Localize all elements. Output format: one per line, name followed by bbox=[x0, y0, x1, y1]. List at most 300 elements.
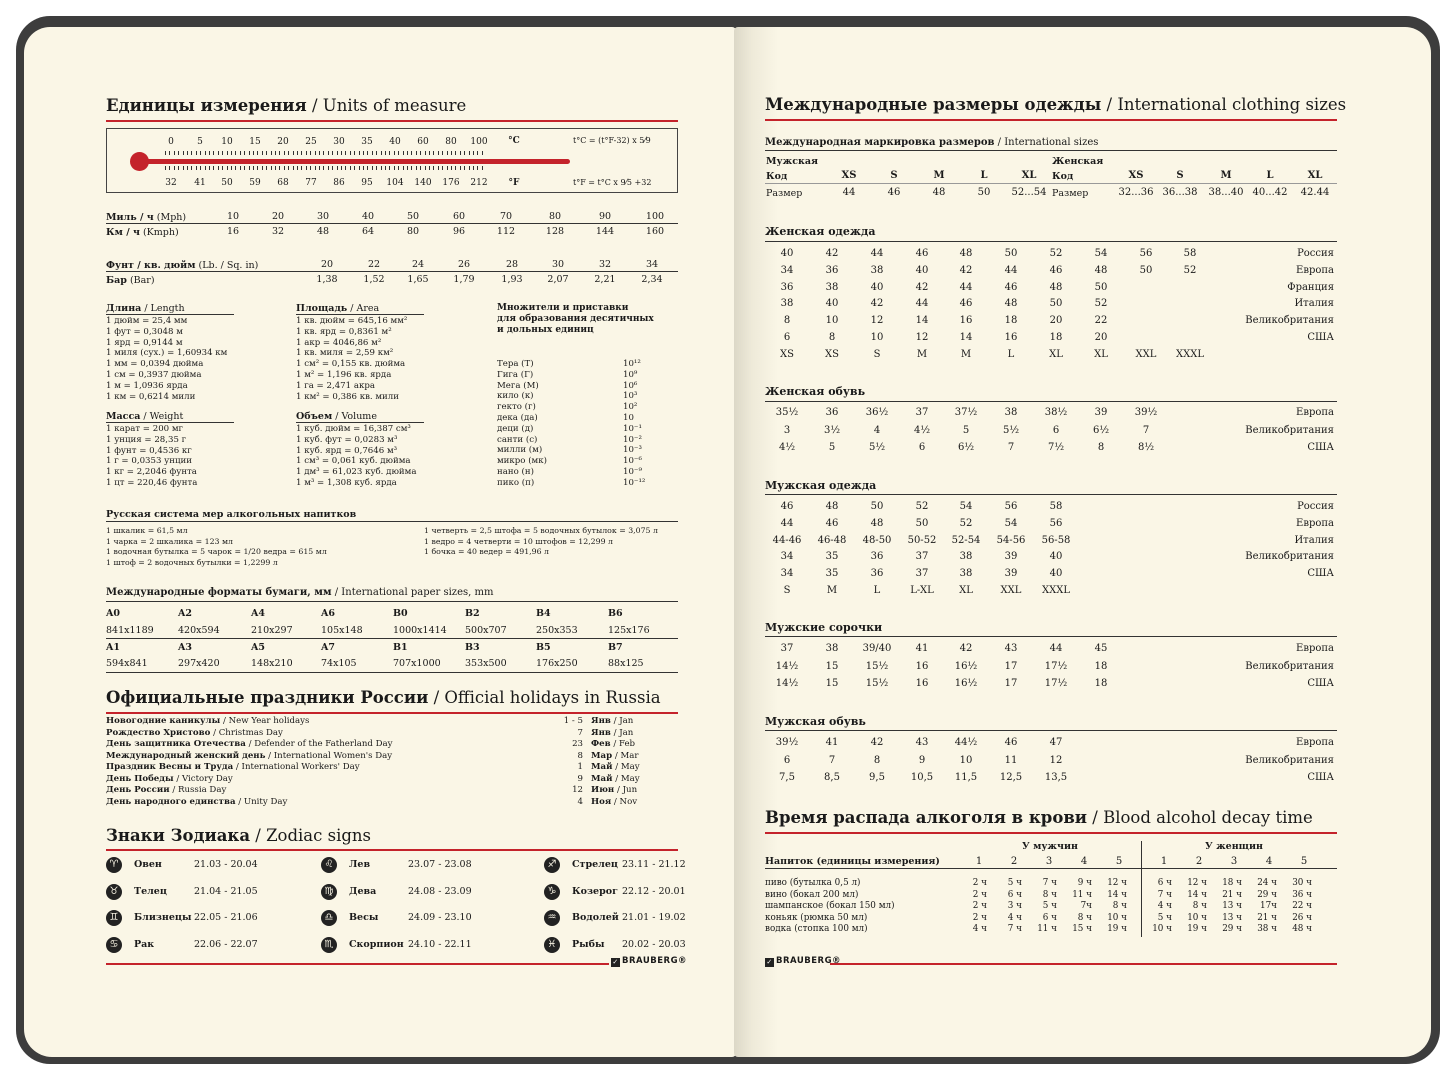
zodiac-name: Лев bbox=[349, 859, 371, 870]
alcohol-measure: 1 шкалик = 61,5 мл bbox=[106, 526, 188, 535]
decay-men-value: 15 ч bbox=[1072, 924, 1092, 935]
scale-tick bbox=[398, 151, 399, 155]
alcohol-decay-title-rule bbox=[765, 832, 1337, 834]
women-clothing-title-ru: Женская одежда bbox=[765, 225, 876, 238]
paper-size: 210x297 bbox=[251, 625, 293, 636]
scale-tick bbox=[394, 166, 395, 170]
mph-value: 20 bbox=[271, 211, 285, 222]
scale-tick bbox=[359, 166, 360, 170]
kmh-value: 80 bbox=[406, 226, 420, 237]
holiday-month-en: / Mar bbox=[612, 750, 639, 761]
decay-women-value: 8 ч bbox=[1192, 901, 1207, 912]
zodiac-dates: 22.06 - 22.07 bbox=[194, 938, 258, 950]
paper-size: 594x841 bbox=[106, 658, 148, 669]
scale-tick bbox=[398, 166, 399, 170]
female-size: 32...36 bbox=[1118, 187, 1154, 198]
scale-tick bbox=[279, 166, 280, 170]
decay-col-women: 2 bbox=[1195, 856, 1203, 867]
decay-men-value: 7 ч bbox=[1007, 924, 1022, 935]
scale-tick bbox=[407, 166, 408, 170]
zodiac-6-icon: ♍ bbox=[321, 884, 337, 900]
men-clothing-country: Великобритания bbox=[1245, 551, 1334, 563]
fahrenheit-tick: 32 bbox=[165, 178, 177, 188]
units-title-rule bbox=[106, 120, 678, 122]
mph-label-en: (Mph) bbox=[153, 212, 187, 223]
decay-men-value: 2 ч bbox=[972, 912, 987, 923]
men-shirts-cell: 17 bbox=[1004, 678, 1018, 690]
paper-title-en: / International paper sizes, mm bbox=[331, 587, 494, 598]
decay-men-value: 2 ч bbox=[972, 889, 987, 900]
scale-tick bbox=[222, 166, 223, 170]
holiday-month-en: / Feb bbox=[610, 739, 636, 749]
women-clothing-cell: 18 bbox=[1004, 315, 1018, 327]
mph-value: 90 bbox=[598, 211, 612, 222]
men-clothing-cell: 52-54 bbox=[951, 534, 981, 546]
holidays-title-rule bbox=[106, 712, 678, 714]
psi-label bbox=[106, 260, 258, 271]
decay-women-value: 13 ч bbox=[1222, 901, 1242, 912]
women-shoes-title-ru: Женская обувь bbox=[765, 385, 866, 398]
paper-size: 841x1189 bbox=[106, 625, 154, 636]
bar-value: 1,65 bbox=[407, 274, 429, 285]
women-clothing-cell: 22 bbox=[1094, 315, 1108, 327]
male-code: M bbox=[933, 170, 945, 181]
female-code: XS bbox=[1128, 170, 1144, 181]
scale-tick bbox=[196, 151, 197, 155]
holiday-ru: День России bbox=[106, 785, 170, 795]
scale-tick bbox=[257, 166, 258, 170]
men-clothing-cell: 44 bbox=[780, 517, 794, 529]
prefix-value: 10⁻⁹ bbox=[623, 467, 642, 477]
scale-tick bbox=[451, 166, 452, 170]
decay-women-value: 22 ч bbox=[1292, 901, 1312, 912]
holiday-en: / Christmas Day bbox=[210, 727, 283, 738]
paper-size: 250x353 bbox=[536, 625, 578, 636]
men-shirts-title-ru: Мужские сорочки bbox=[765, 621, 883, 634]
women-shoes-cell: 39 bbox=[1094, 407, 1108, 418]
zodiac-name: Стрелец bbox=[572, 859, 618, 870]
paper-size: 88x125 bbox=[608, 658, 644, 669]
men-shirts-cell: 16 bbox=[915, 660, 929, 672]
scale-tick bbox=[381, 166, 382, 170]
scale-tick bbox=[389, 151, 390, 155]
scale-tick bbox=[266, 151, 267, 155]
mph-value: 40 bbox=[361, 211, 375, 222]
holiday-en: / New Year holidays bbox=[220, 716, 310, 726]
decay-men-value: 8 ч bbox=[1077, 912, 1092, 923]
scale-tick bbox=[411, 166, 412, 170]
women-clothing-title bbox=[765, 225, 875, 238]
clothing-title-ru: Международные размеры одежды bbox=[765, 95, 1102, 114]
scale-tick bbox=[310, 151, 311, 155]
decay-women-value: 14 ч bbox=[1187, 889, 1207, 900]
scale-tick bbox=[464, 151, 465, 155]
holiday-month bbox=[591, 785, 637, 796]
women-clothing-country: Италия bbox=[1294, 298, 1334, 310]
women-shoes-cell: 4½ bbox=[778, 442, 796, 454]
units-title-en: / Units of measure bbox=[306, 96, 467, 115]
scale-tick bbox=[425, 151, 426, 155]
men-clothing-cell: 50 bbox=[870, 501, 884, 512]
holiday-ru: День Победы bbox=[106, 773, 174, 784]
paper-size: 297x420 bbox=[178, 658, 220, 669]
scale-tick bbox=[227, 151, 228, 155]
holiday-ru: День защитника Отечества bbox=[106, 739, 246, 749]
men-clothing-country: Россия bbox=[1297, 501, 1334, 512]
holidays-title bbox=[106, 688, 661, 707]
men-clothing-cell: 40 bbox=[1049, 551, 1063, 563]
scale-tick bbox=[315, 151, 316, 155]
volume-title-ru: Объем bbox=[296, 411, 333, 422]
prefix-value: 10⁻¹² bbox=[623, 477, 646, 488]
prefix-value: 10¹² bbox=[623, 359, 641, 369]
women-clothing-country: Европа bbox=[1296, 264, 1334, 276]
paper-size: 1000x1414 bbox=[393, 625, 447, 636]
scale-tick bbox=[411, 151, 412, 155]
intl-sizes-rule bbox=[765, 150, 1337, 151]
scale-tick bbox=[376, 151, 377, 155]
length-title-ru: Длина bbox=[106, 303, 142, 314]
celsius-tick: 80 bbox=[445, 137, 457, 147]
holiday-month-ru: Май bbox=[591, 773, 613, 784]
women-shoes-cell: 36½ bbox=[865, 407, 889, 418]
zodiac-4-icon: ♋ bbox=[106, 937, 122, 953]
scale-tick bbox=[385, 166, 386, 170]
scale-tick bbox=[469, 166, 470, 170]
men-clothing-cell: 35 bbox=[825, 568, 839, 580]
men-clothing-cell: 34 bbox=[780, 551, 794, 563]
area-rule bbox=[296, 314, 424, 315]
male-size: 52...54 bbox=[1011, 187, 1047, 198]
men-shoes-cell: 13,5 bbox=[1044, 772, 1068, 784]
bar-value: 1,38 bbox=[316, 274, 338, 285]
paper-format: B5 bbox=[536, 642, 551, 653]
paper-rule-bottom bbox=[106, 672, 678, 673]
men-shirts-cell: 18 bbox=[1094, 660, 1108, 672]
women-clothing-cell: 6 bbox=[783, 332, 791, 343]
holiday-en: / Victory Day bbox=[173, 773, 233, 784]
women-clothing-cell: XS bbox=[780, 348, 794, 360]
women-shoes-cell: 5½ bbox=[1002, 424, 1020, 436]
prefix-value: 10⁻³ bbox=[623, 445, 642, 456]
celsius-tick: 15 bbox=[249, 137, 261, 147]
men-shirts-cell: 15½ bbox=[865, 678, 889, 690]
alcohol-measure: 1 ведро = 4 четверти = 10 штофов = 12,299 л bbox=[424, 536, 613, 546]
decay-women-value: 21 ч bbox=[1257, 912, 1277, 923]
scale-tick bbox=[328, 151, 329, 155]
intl-code: Код bbox=[1052, 171, 1074, 182]
scale-tick bbox=[306, 151, 307, 155]
fahrenheit-tick: 77 bbox=[305, 178, 317, 188]
volume-rule bbox=[296, 422, 424, 423]
women-clothing-cell: 46 bbox=[1004, 281, 1018, 293]
decay-men-value: 2 ч bbox=[972, 901, 987, 912]
kmh-value: 64 bbox=[361, 226, 375, 237]
holiday-name bbox=[106, 751, 392, 762]
brand-logo-text: BRAUBERG® bbox=[776, 956, 842, 966]
men-shirts-cell: 17½ bbox=[1044, 678, 1068, 690]
scale-tick bbox=[332, 151, 333, 155]
men-shoes-cell: 43 bbox=[915, 737, 929, 748]
holiday-month-en: / Jan bbox=[610, 727, 634, 738]
units-title bbox=[106, 96, 466, 115]
length-row: 1 дюйм = 25,4 мм bbox=[106, 316, 188, 326]
mph-value: 30 bbox=[316, 211, 330, 222]
women-clothing-cell: 12 bbox=[915, 332, 929, 343]
male-size: 44 bbox=[842, 187, 856, 198]
men-shirts-title bbox=[765, 621, 882, 634]
alcohol-measures-title: Русская система мер алкогольных напитков bbox=[106, 509, 357, 520]
men-shoes-cell: 7,5 bbox=[779, 772, 795, 784]
female-size: 36...38 bbox=[1162, 187, 1198, 198]
women-clothing-cell: 44 bbox=[870, 248, 884, 259]
paper-size: 707x1000 bbox=[393, 658, 441, 669]
scale-tick bbox=[279, 151, 280, 155]
women-shoes-cell: 5½ bbox=[868, 442, 886, 454]
women-clothing-cell: 8 bbox=[783, 315, 791, 327]
holiday-month bbox=[591, 762, 640, 773]
women-clothing-cell: 10 bbox=[870, 332, 884, 343]
women-shoes-cell: 7 bbox=[1007, 442, 1015, 454]
women-clothing-cell: 50 bbox=[1094, 281, 1108, 293]
units-title-ru: Единицы измерения bbox=[106, 96, 307, 115]
scale-tick bbox=[429, 166, 430, 170]
women-shoes-cell: 38 bbox=[1004, 407, 1018, 418]
scale-tick bbox=[429, 151, 430, 155]
scale-tick bbox=[253, 151, 254, 155]
men-shirts-cell: 16½ bbox=[954, 660, 978, 672]
men-shoes-cell: 46 bbox=[1004, 737, 1018, 748]
bar-value: 1,93 bbox=[501, 274, 523, 285]
zodiac-5-icon: ♌ bbox=[321, 857, 337, 873]
paper-size: 500x707 bbox=[465, 625, 507, 636]
zodiac-7-icon: ♎ bbox=[321, 910, 337, 926]
women-clothing-cell: 48 bbox=[1049, 281, 1063, 293]
scale-tick bbox=[447, 151, 448, 155]
scale-tick bbox=[178, 166, 179, 170]
brand-logo-icon: ✓ bbox=[766, 958, 773, 966]
paper-format: A3 bbox=[178, 642, 192, 653]
scale-tick bbox=[345, 166, 346, 170]
volume-row: 1 дм³ = 61,023 куб. дюйма bbox=[296, 467, 417, 478]
men-shoes-cell: 7 bbox=[828, 754, 836, 766]
scale-tick bbox=[196, 166, 197, 170]
holiday-month-en: / May bbox=[612, 773, 640, 784]
prefix-value: 10 bbox=[623, 413, 634, 423]
psi-value: 24 bbox=[411, 259, 425, 270]
men-clothing-cell: 56 bbox=[1004, 501, 1018, 512]
paper-size: 148x210 bbox=[251, 658, 293, 669]
decay-men-header: У мужчин bbox=[1022, 841, 1078, 852]
women-clothing-country: США bbox=[1307, 332, 1334, 343]
right-footer-rule bbox=[830, 963, 1337, 965]
scale-tick bbox=[433, 166, 434, 170]
paper-format: A1 bbox=[106, 642, 120, 653]
thermometer-bulb bbox=[130, 152, 149, 171]
men-clothing-cell: L bbox=[873, 585, 881, 596]
holiday-day: 23 bbox=[572, 739, 583, 749]
men-clothing-cell: XL bbox=[959, 585, 973, 596]
scale-tick bbox=[341, 166, 342, 170]
zodiac-8-icon: ♏ bbox=[321, 937, 337, 953]
celsius-tick: 20 bbox=[277, 137, 289, 147]
scale-tick bbox=[376, 166, 377, 170]
decay-men-value: 5 ч bbox=[1042, 901, 1057, 912]
decay-women-value: 29 ч bbox=[1257, 889, 1277, 900]
scale-tick bbox=[235, 166, 236, 170]
scale-tick bbox=[464, 166, 465, 170]
female-size: 42.44 bbox=[1300, 187, 1330, 198]
scale-tick bbox=[200, 151, 201, 155]
scale-tick bbox=[359, 151, 360, 155]
paper-format: B2 bbox=[465, 608, 480, 619]
holiday-name bbox=[106, 728, 283, 739]
decay-women-value: 21 ч bbox=[1222, 889, 1242, 900]
paper-rule-mid bbox=[106, 638, 678, 639]
scale-tick bbox=[442, 166, 443, 170]
decay-women-value: 7 ч bbox=[1157, 889, 1172, 900]
length-row: 1 м = 1,0936 ярда bbox=[106, 380, 188, 391]
men-shirts-cell: 43 bbox=[1004, 643, 1018, 654]
female-code: XL bbox=[1307, 170, 1323, 181]
women-clothing-cell: 44 bbox=[959, 281, 973, 293]
paper-format: A7 bbox=[321, 642, 335, 653]
scale-tick bbox=[213, 151, 214, 155]
scale-tick bbox=[275, 151, 276, 155]
mph-value: 100 bbox=[645, 211, 665, 222]
men-shoes-cell: 8,5 bbox=[824, 772, 840, 784]
scale-tick bbox=[323, 151, 324, 155]
women-shoes-cell: 7½ bbox=[1047, 442, 1065, 454]
female-code: L bbox=[1266, 170, 1274, 181]
mph-value: 60 bbox=[452, 211, 466, 222]
women-clothing-cell: XS bbox=[825, 348, 839, 360]
prefix-name: нано (н) bbox=[497, 467, 534, 477]
women-clothing-rule bbox=[765, 241, 1337, 242]
scale-tick bbox=[407, 151, 408, 155]
kmh-label-en: (Kmph) bbox=[139, 227, 179, 238]
scale-tick bbox=[469, 151, 470, 155]
men-clothing-cell: 38 bbox=[959, 551, 973, 563]
men-shoes-cell: 8 bbox=[873, 754, 881, 766]
paper-format: B1 bbox=[393, 642, 408, 653]
kmh-label bbox=[106, 227, 179, 238]
men-shoes-cell: 44½ bbox=[954, 737, 978, 748]
women-clothing-country: Россия bbox=[1297, 248, 1334, 259]
men-clothing-cell: 56 bbox=[1049, 517, 1063, 529]
decay-men-value: 7 ч bbox=[1042, 878, 1057, 888]
zodiac-dates: 21.03 - 20.04 bbox=[194, 859, 258, 870]
women-clothing-cell: 12 bbox=[870, 315, 884, 327]
scale-tick bbox=[183, 166, 184, 170]
decay-women-value: 6 ч bbox=[1157, 878, 1172, 888]
brand-logo bbox=[765, 956, 841, 967]
scale-tick bbox=[218, 166, 219, 170]
kmh-value: 128 bbox=[545, 226, 565, 237]
holiday-en: / International Women's Day bbox=[265, 750, 393, 761]
decay-women-value: 13 ч bbox=[1222, 912, 1242, 923]
decay-men-value: 11 ч bbox=[1037, 924, 1057, 935]
decay-drink: шампанское (бокал 150 мл) bbox=[765, 901, 895, 912]
men-clothing-cell: 48 bbox=[825, 501, 839, 512]
intl-mid-rule bbox=[765, 183, 1337, 184]
length-row: 1 миля (сух.) = 1,60934 км bbox=[106, 348, 228, 359]
scale-tick bbox=[275, 166, 276, 170]
paper-size: 105x148 bbox=[321, 625, 363, 636]
paper-size: 176x250 bbox=[536, 658, 578, 669]
decay-men-value: 10 ч bbox=[1107, 912, 1127, 923]
paper-format: A5 bbox=[251, 642, 265, 653]
decay-women-value: 18 ч bbox=[1222, 878, 1242, 888]
men-clothing-cell: XXXL bbox=[1042, 585, 1070, 596]
holiday-ru: Новогодние каникулы bbox=[106, 716, 221, 726]
left-page bbox=[24, 27, 736, 1057]
scale-tick bbox=[306, 166, 307, 170]
scale-tick bbox=[231, 166, 232, 170]
area-title-ru: Площадь bbox=[296, 303, 348, 314]
zodiac-dates: 23.11 - 21.12 bbox=[622, 859, 686, 870]
fahrenheit-tick: 212 bbox=[470, 178, 488, 188]
women-clothing-cell: 42 bbox=[959, 264, 973, 276]
men-clothing-cell: 44-46 bbox=[772, 534, 802, 546]
prefix-name: пико (п) bbox=[497, 477, 535, 488]
mass-row: 1 карат = 200 мг bbox=[106, 424, 184, 434]
scale-tick bbox=[442, 151, 443, 155]
holiday-ru: Рождество Христово bbox=[106, 727, 211, 738]
scale-tick bbox=[332, 166, 333, 170]
women-clothing-cell: 44 bbox=[915, 298, 929, 310]
psi-value: 28 bbox=[505, 259, 519, 270]
scale-tick bbox=[315, 166, 316, 170]
men-shoes-cell: 42 bbox=[870, 737, 884, 748]
mass-rule bbox=[106, 422, 234, 423]
women-shoes-cell: 8 bbox=[1097, 442, 1105, 454]
scale-tick bbox=[244, 166, 245, 170]
men-shirts-cell: 16½ bbox=[954, 678, 978, 690]
women-clothing-cell: 52 bbox=[1049, 248, 1063, 259]
scale-tick bbox=[363, 166, 364, 170]
men-clothing-cell: 46 bbox=[780, 501, 794, 512]
scale-tick bbox=[473, 166, 474, 170]
celsius-tick: 35 bbox=[361, 137, 373, 147]
zodiac-12-icon: ♓ bbox=[544, 937, 560, 953]
men-shirts-country: США bbox=[1307, 678, 1334, 690]
celsius-tick: 0 bbox=[168, 137, 174, 147]
bar-value: 2,34 bbox=[641, 274, 663, 285]
paper-rule bbox=[106, 601, 678, 602]
bar-value: 1,52 bbox=[363, 274, 385, 285]
zodiac-title bbox=[106, 826, 371, 845]
men-shirts-cell: 41 bbox=[915, 643, 929, 654]
holiday-month-en: / Jan bbox=[610, 716, 634, 726]
male-size: 48 bbox=[932, 187, 946, 198]
men-shirts-cell: 39/40 bbox=[862, 643, 892, 654]
men-clothing-cell: 52 bbox=[959, 517, 973, 529]
mph-value: 10 bbox=[226, 211, 240, 222]
men-clothing-cell: 48-50 bbox=[862, 534, 892, 546]
women-clothing-cell: 46 bbox=[959, 298, 973, 310]
decay-men-value: 12 ч bbox=[1107, 878, 1127, 888]
scale-tick bbox=[266, 166, 267, 170]
scale-tick bbox=[205, 151, 206, 155]
mass-title-en: / Weight bbox=[140, 411, 184, 422]
scale-tick bbox=[213, 166, 214, 170]
scale-tick bbox=[187, 166, 188, 170]
fahrenheit-tick: 140 bbox=[414, 178, 432, 188]
alcohol-measure: 1 штоф = 2 водочных бутылки = 1,2299 л bbox=[106, 557, 278, 567]
holiday-en: / International Workers' Day bbox=[233, 762, 360, 772]
men-clothing-cell: 35 bbox=[825, 551, 839, 563]
